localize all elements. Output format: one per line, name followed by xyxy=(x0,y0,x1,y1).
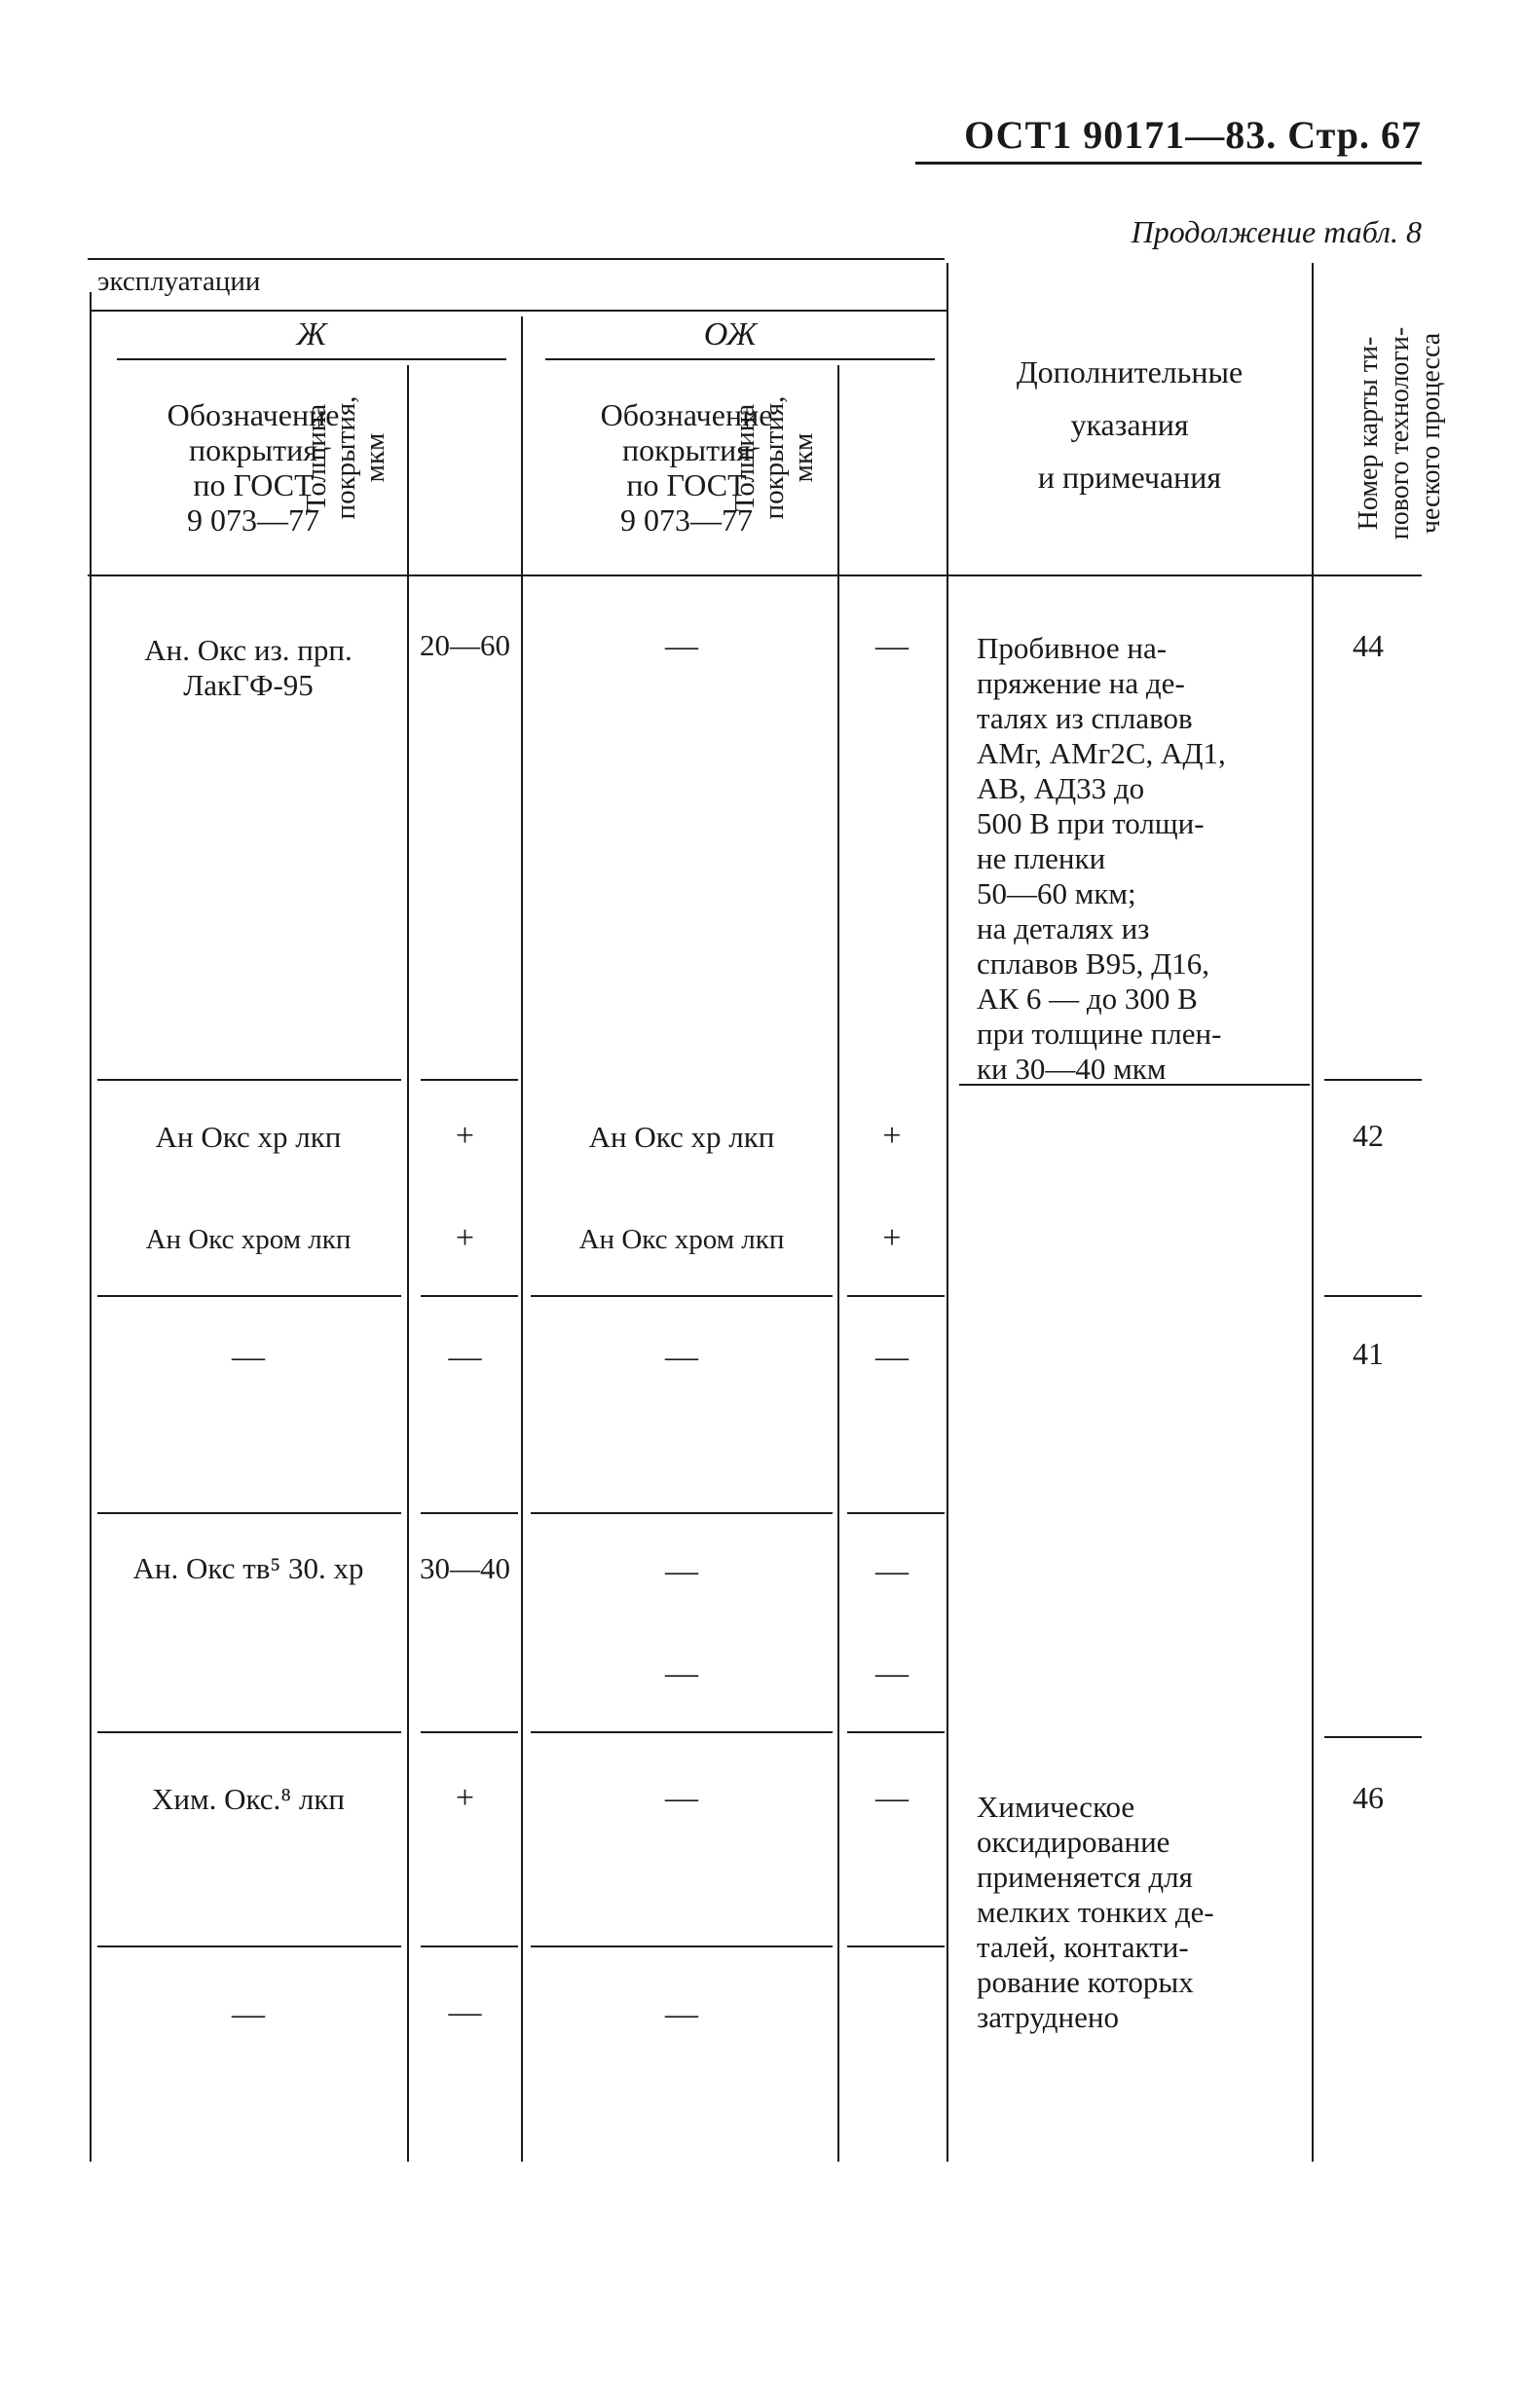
table-row: Ан. Окс из. прп. ЛакГФ-95 xyxy=(144,633,353,702)
card-number-header: Номер карты ти- пового технологи- ческого процесса xyxy=(1354,326,1446,540)
ozh-thickness-header: Толщина покрытия, мкм xyxy=(729,395,819,520)
group-label: эксплуатации xyxy=(97,266,261,297)
zh-label: Ж xyxy=(296,316,327,352)
ozh-label: ОЖ xyxy=(703,316,758,352)
ozh-designation-cell: — xyxy=(665,1553,698,1589)
row-separator xyxy=(97,1295,401,1297)
row-separator xyxy=(847,1945,945,1947)
row-separator xyxy=(421,1295,518,1297)
col-divider-notes xyxy=(947,263,948,2162)
row-separator xyxy=(97,1731,401,1733)
ozh-designation-cell: — xyxy=(665,1996,698,2032)
zh-thickness-cell: 30—40 xyxy=(420,1551,510,1585)
ozh-designation-cell: — xyxy=(665,1339,698,1375)
card-number-cell: 44 xyxy=(1353,628,1384,663)
notes-cell: Химическое оксидирование применяется для мелких тонких де- талей, контакти- рование которых затруднено xyxy=(977,1790,1214,2034)
card-number-cell: 46 xyxy=(1353,1780,1384,1815)
zh-thickness-cell: + xyxy=(455,1220,475,1256)
ozh-thickness-cell: — xyxy=(875,1553,909,1589)
notes-header: Дополнительные указания и примечания xyxy=(1016,354,1244,495)
col-divider-card xyxy=(1312,263,1314,2162)
header-underline xyxy=(915,162,1422,165)
ozh-thickness-cell: + xyxy=(882,1220,902,1256)
row-separator xyxy=(531,1295,833,1297)
row-separator xyxy=(847,1731,945,1733)
ozh-designation-cell: Ан Окс хром лкп xyxy=(578,1224,785,1255)
ozh-thickness-cell: + xyxy=(882,1118,902,1154)
group-rule xyxy=(90,310,947,312)
row-separator xyxy=(1324,1295,1422,1297)
zh-designation-cell: Ан. Окс тв⁵ 30. хр xyxy=(132,1551,364,1585)
row-separator xyxy=(421,1079,518,1081)
ozh-designation-header: Обозначение покрытия по ГОСТ 9 073—77 xyxy=(600,397,773,537)
ozh-designation-cell: — xyxy=(665,628,698,664)
zh-designation-cell: — xyxy=(232,1996,265,2032)
ozh-designation-cell: Ан Окс хр лкп xyxy=(588,1120,775,1154)
row-separator xyxy=(421,1731,518,1733)
row-separator xyxy=(531,1731,833,1733)
row-separator xyxy=(531,1512,833,1514)
zh-thickness-cell: — xyxy=(448,1339,482,1375)
col-divider-left xyxy=(90,292,92,2162)
zh-designation-cell: Ан Окс хром лкп xyxy=(145,1224,352,1255)
row-separator xyxy=(1324,1736,1422,1738)
zh-designation-cell: — xyxy=(232,1339,265,1375)
ozh-thickness-cell: — xyxy=(875,1655,909,1691)
zh-designation-cell: Хим. Окс.⁸ лкп xyxy=(152,1782,345,1816)
ozh-designation-cell: — xyxy=(665,1780,698,1816)
continuation-label: Продолжение табл. 8 xyxy=(1131,214,1422,249)
row-separator xyxy=(97,1079,401,1081)
zh-designation-cell: Ан Окс хр лкп xyxy=(155,1120,342,1154)
zh-thickness-cell: + xyxy=(455,1780,475,1816)
row-separator xyxy=(421,1512,518,1514)
row-separator xyxy=(847,1295,945,1297)
zh-thickness-cell: + xyxy=(455,1118,475,1154)
ozh-thickness-cell: — xyxy=(875,1339,909,1375)
row-separator xyxy=(531,1945,833,1947)
col-divider-zh-ozh xyxy=(521,316,523,2162)
table-top-rule xyxy=(88,258,945,260)
row-separator xyxy=(97,1945,401,1947)
card-number-cell: 41 xyxy=(1353,1336,1384,1371)
zh-thickness-header: Толщина покрытия, мкм xyxy=(301,395,390,520)
header-bottom-rule xyxy=(88,574,1422,576)
zh-thickness-cell: — xyxy=(448,1994,482,2030)
zh-thickness-cell: 20—60 xyxy=(420,628,510,662)
notes-cell: Пробивное на- пряжение на де- талях из сплавов АМг, АМг2С, АД1, АВ, АД33 до 500 В при толщи- не пленки 50—60 мкм; на деталях из сплавов В95, Д16, АК 6 — до 300 В при толщине плен- ки 30—40 мкм xyxy=(977,631,1226,1086)
ozh-thickness-cell: — xyxy=(875,1780,909,1816)
page-header: ОСТ1 90171—83. Стр. 67 xyxy=(964,113,1422,157)
row-separator xyxy=(847,1512,945,1514)
zh-designation-header: Обозначение покрытия по ГОСТ 9 073—77 xyxy=(167,397,340,537)
row-separator xyxy=(97,1512,401,1514)
ozh-designation-cell: — xyxy=(665,1655,698,1691)
card-number-cell: 42 xyxy=(1353,1118,1384,1153)
row-separator xyxy=(421,1945,518,1947)
ozh-thickness-cell: — xyxy=(875,628,909,664)
row-separator xyxy=(1324,1079,1422,1081)
